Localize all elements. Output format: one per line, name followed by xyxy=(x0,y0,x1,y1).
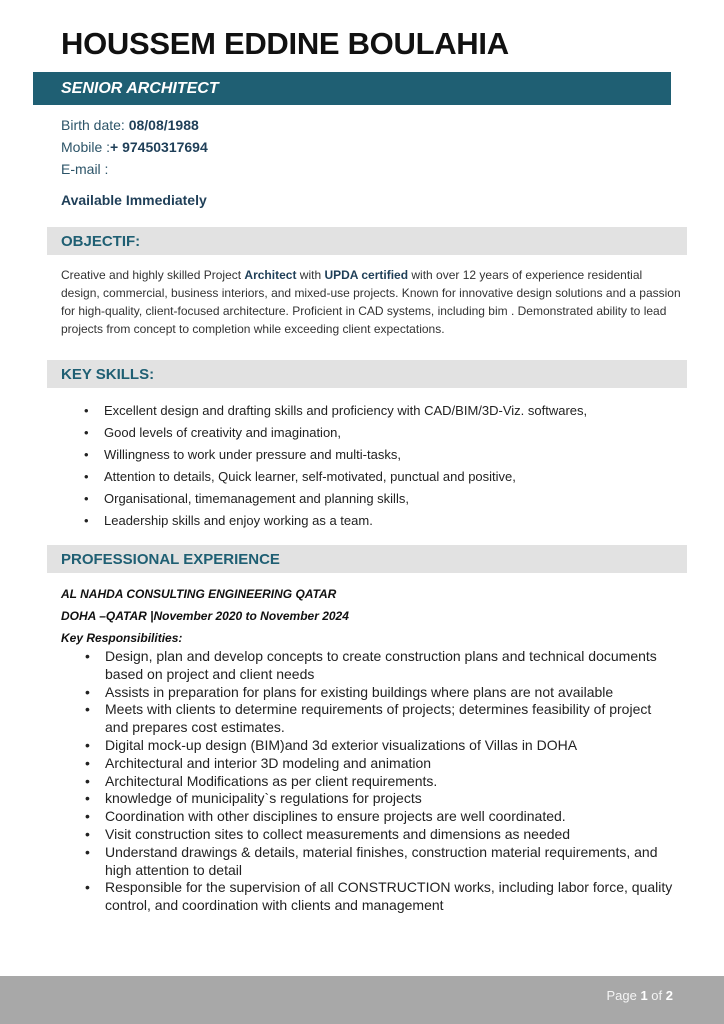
list-item: • Meets with clients to determine requirements of projects; determines feasibility of project and prepares cost estimates. xyxy=(105,701,675,737)
objective-text: Creative and highly skilled Project Architect with UPDA certified with over 12 years of experience residential design, commercial, business interiors, and mixed-use projects. Known for innovative design solutions and a passion for high-quality, client-focused architecture. Proficient in CAD systems, including bim . Demonstrated ability to lead projects from concept to completion while exceeding client expectations. xyxy=(61,268,681,336)
list-item: • Visit construction sites to collect measurements and dimensions as needed xyxy=(105,826,675,844)
page-footer xyxy=(0,976,724,1024)
list-item: • Excellent design and drafting skills and proficiency with CAD/BIM/3D-Viz. softwares, xyxy=(104,402,674,424)
skills-section-header xyxy=(47,360,687,388)
responsibilities-heading: Key Responsibilities: xyxy=(61,631,183,645)
job-title-banner xyxy=(33,72,671,105)
email-label: E-mail : xyxy=(61,161,109,177)
list-item: • Coordination with other disciplines to ensure projects are well coordinated. xyxy=(105,808,675,826)
list-item: • Organisational, timemanagement and planning skills, xyxy=(104,490,674,512)
list-item: • Willingness to work under pressure and multi-tasks, xyxy=(104,446,674,468)
mobile-value: + 97450317694 xyxy=(110,139,208,155)
birth-date-line xyxy=(61,117,199,133)
birth-date-label: Birth date: xyxy=(61,117,129,133)
list-item: • Responsible for the supervision of all CONSTRUCTION works, including labor force, quality control, and coordination with clients and management xyxy=(105,879,675,915)
list-item: • Design, plan and develop concepts to create construction plans and technical documents based on project and client needs xyxy=(105,648,675,684)
candidate-name: HOUSSEM EDDINE BOULAHIA xyxy=(61,26,509,61)
list-item: • Digital mock-up design (BIM)and 3d exterior visualizations of Villas in DOHA xyxy=(105,737,675,755)
location-period: DOHA –QATAR |November 2020 to November 2024 xyxy=(61,609,349,623)
company-name: AL NAHDA CONSULTING ENGINEERING QATAR xyxy=(61,587,337,601)
birth-date-value: 08/08/1988 xyxy=(128,117,199,133)
list-item: • Architectural and interior 3D modeling and animation xyxy=(105,755,675,773)
mobile-label: Mobile : xyxy=(61,139,111,155)
list-item: • Architectural Modifications as per client requirements. xyxy=(105,773,675,791)
job-title: SENIOR ARCHITECT xyxy=(61,80,219,97)
experience-section-header xyxy=(47,545,687,573)
list-item: • knowledge of municipality`s regulations for projects xyxy=(105,790,675,808)
list-item: • Good levels of creativity and imagination, xyxy=(104,424,674,446)
mobile-line xyxy=(61,139,208,155)
objective-heading: OBJECTIF: xyxy=(61,233,141,250)
list-item: • Leadership skills and enjoy working as a team. xyxy=(104,512,674,534)
objective-section-header xyxy=(47,227,687,255)
list-item: • Assists in preparation for plans for existing buildings where plans are not available xyxy=(105,684,675,702)
skills-list xyxy=(104,402,674,534)
availability-status: Available Immediately xyxy=(61,192,207,208)
skills-heading: KEY SKILLS: xyxy=(61,366,155,383)
list-item: • Attention to details, Quick learner, self-motivated, punctual and positive, xyxy=(104,468,674,490)
page-number: Page 1 of 2 xyxy=(606,988,673,1003)
experience-heading: PROFESSIONAL EXPERIENCE xyxy=(61,551,280,568)
email-line xyxy=(61,161,108,177)
responsibilities-list xyxy=(105,648,675,915)
list-item: • Understand drawings & details, material finishes, construction material requirements, and high attention to detail xyxy=(105,844,675,880)
